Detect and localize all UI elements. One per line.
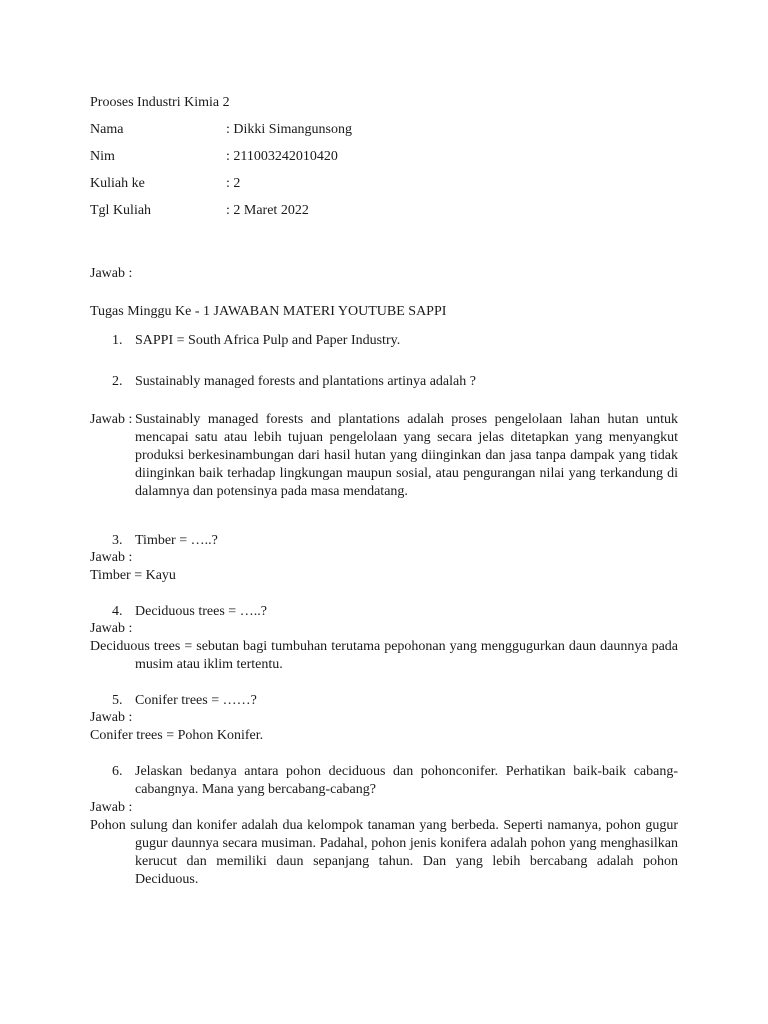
field-tgl-kuliah — [90, 202, 309, 220]
field-value: : Dikki Simangunsong — [226, 122, 353, 137]
answer-6-text: Pohon sulung dan konifer adalah dua kelompok tanaman yang berbeda. Seperti namanya, pohon gugur gugur daunnya secara musiman. Padahal, pohon jenis konifera adalah pohon yang menghasilkan kerucut dan memiliki daun sepanjang tahun. Dan yang lebih bercabang adalah pohon Deciduous. — [90, 818, 678, 887]
question-text: Conifer trees = ……? — [135, 693, 257, 708]
question-text: Deciduous trees = …..? — [135, 604, 267, 619]
jawab-heading: Jawab : — [90, 266, 133, 281]
answer-body: Sustainably managed forests and plantations adalah proses pengelolaan lahan hutan untuk mencapai satu atau lebih tujuan pengelolaan yang secara jelas ditetapkan yang menyangkut produksi berkesinambungan dari hasil hutan yang diinginkan dan jasa tanpa dampak yang tidak diinginkan baik terhadap lingkungan maupun sosial, atau pengurangan nilai yang terkandung di dalamnya dan potensinya pada masa mendatang. — [135, 412, 678, 499]
answer-6-label: Jawab : — [90, 800, 133, 815]
answer-3-label: Jawab : — [90, 550, 133, 565]
field-label: Nama — [90, 122, 124, 137]
question-number: 4. — [112, 604, 123, 619]
question-text: Timber = …..? — [135, 533, 218, 548]
answer-4-label: Jawab : — [90, 621, 133, 636]
answer-2 — [90, 411, 678, 501]
field-label: Tgl Kuliah — [90, 203, 152, 218]
question-number: 5. — [112, 693, 123, 708]
answer-5-text: Conifer trees = Pohon Konifer. — [90, 728, 264, 743]
answer-5-label: Jawab : — [90, 710, 133, 725]
field-nim — [90, 148, 338, 166]
answer-label: Jawab : — [90, 412, 133, 427]
field-kuliah-ke — [90, 175, 240, 193]
field-value: : 2 Maret 2022 — [226, 203, 309, 218]
course-title: Prooses Industri Kimia 2 — [90, 95, 230, 110]
assignment-title: Tugas Minggu Ke - 1 JAWABAN MATERI YOUTUBE SAPPI — [90, 304, 447, 319]
question-number: 6. — [112, 764, 123, 779]
field-value: : 2 — [226, 176, 241, 191]
field-label: Kuliah ke — [90, 176, 145, 191]
answer-3-text: Timber = Kayu — [90, 568, 176, 583]
question-text: Jelaskan bedanya antara pohon deciduous dan pohonconifer. Perhatikan baik-baik cabang-cabangnya. Mana yang bercabang-cabang? — [135, 764, 678, 797]
question-text: SAPPI = South Africa Pulp and Paper Industry. — [135, 333, 401, 348]
question-number: 3. — [112, 533, 123, 548]
question-text: Sustainably managed forests and plantations artinya adalah ? — [135, 374, 476, 389]
answer-text — [135, 411, 678, 501]
field-nama — [90, 121, 352, 139]
field-label: Nim — [90, 149, 115, 164]
answer-4-text: Deciduous trees = sebutan bagi tumbuhan terutama pepohonan yang menggugurkan daun daunnya pada musim atau iklim tertentu. — [90, 639, 678, 672]
question-number: 2. — [112, 374, 123, 389]
field-value: : 211003242010420 — [226, 149, 338, 164]
question-number: 1. — [112, 333, 123, 348]
